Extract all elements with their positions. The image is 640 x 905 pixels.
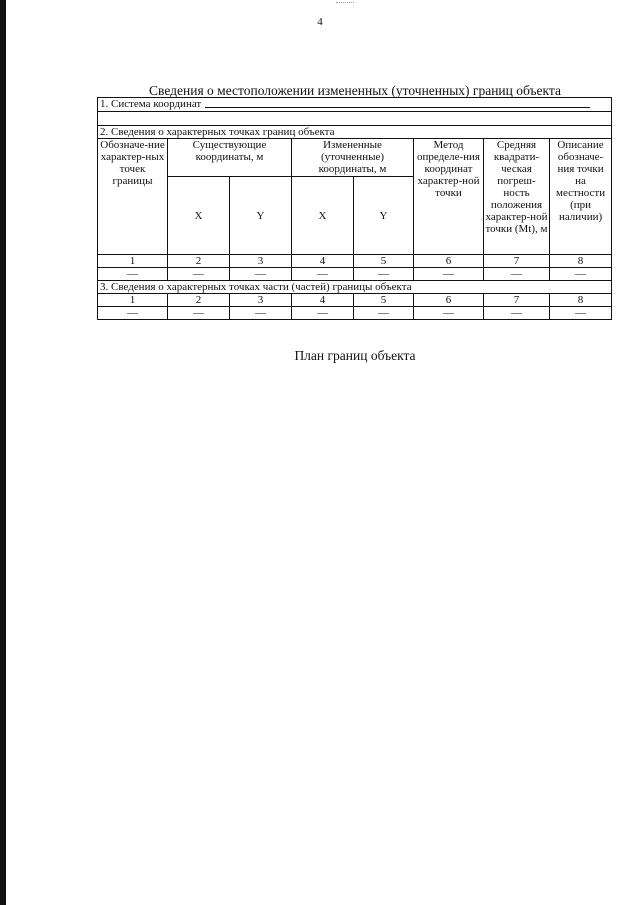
header-accuracy: Средняя квадрати-ческая погреш-ность положения характер-ной точки (Mt), м [484,139,550,255]
section2-column-numbers [98,255,612,268]
document-title: Сведения о местоположении измененных (уточненных) границ объекта [149,83,561,98]
col-number: 7 [484,294,550,307]
table-row [98,268,612,281]
empty-cell: — [550,268,612,281]
empty-cell: — [550,307,612,320]
empty-cell: — [230,307,292,320]
empty-cell: — [168,268,230,281]
col-number: 8 [550,255,612,268]
header-method: Метод определе-ния координат характер-ной точки [414,139,484,255]
col-number: 3 [230,255,292,268]
coordinate-system-label: 1. Система координат [100,98,202,110]
empty-cell: — [414,307,484,320]
header-changed-y: Y [354,177,414,255]
empty-cell: — [230,268,292,281]
empty-cell: — [98,307,168,320]
col-number: 4 [292,255,354,268]
col-number: 7 [484,255,550,268]
col-number: 4 [292,294,354,307]
scan-mark [336,2,354,4]
section3-title: 3. Сведения о характерных точках части (частей) границы объекта [98,281,612,294]
col-number: 5 [354,294,414,307]
spacer-row [98,112,612,126]
empty-cell: — [292,307,354,320]
header-existing-y: Y [230,177,292,255]
header-designation: Обозначе-ние характер-ных точек границы [98,139,168,255]
empty-cell: — [98,268,168,281]
empty-cell: — [168,307,230,320]
empty-cell: — [484,268,550,281]
empty-cell: — [354,268,414,281]
header-description: Описание обозначе-ния точки на местности (при наличии) [550,139,612,255]
col-number: 6 [414,294,484,307]
empty-cell: — [414,268,484,281]
header-changed-x: X [292,177,354,255]
table-row [98,307,612,320]
page-number: 4 [317,16,323,28]
coordinate-system-row [98,98,612,112]
col-number: 8 [550,294,612,307]
header-existing-x: X [168,177,230,255]
col-number: 1 [98,294,168,307]
header-existing-coords: Существующие координаты, м [168,139,292,177]
boundary-points-table [97,97,612,320]
plan-title: План границ объекта [294,348,416,363]
col-number: 2 [168,294,230,307]
empty-cell: — [354,307,414,320]
page-edge-bar [0,0,6,905]
section3-column-numbers [98,294,612,307]
coordinate-system-blank [205,98,590,108]
col-number: 1 [98,255,168,268]
col-number: 3 [230,294,292,307]
section2-title: 2. Сведения о характерных точках границ объекта [98,126,612,139]
col-number: 2 [168,255,230,268]
empty-cell: — [292,268,354,281]
col-number: 6 [414,255,484,268]
col-number: 5 [354,255,414,268]
empty-cell: — [484,307,550,320]
header-changed-coords: Измененные (уточненные) координаты, м [292,139,414,177]
